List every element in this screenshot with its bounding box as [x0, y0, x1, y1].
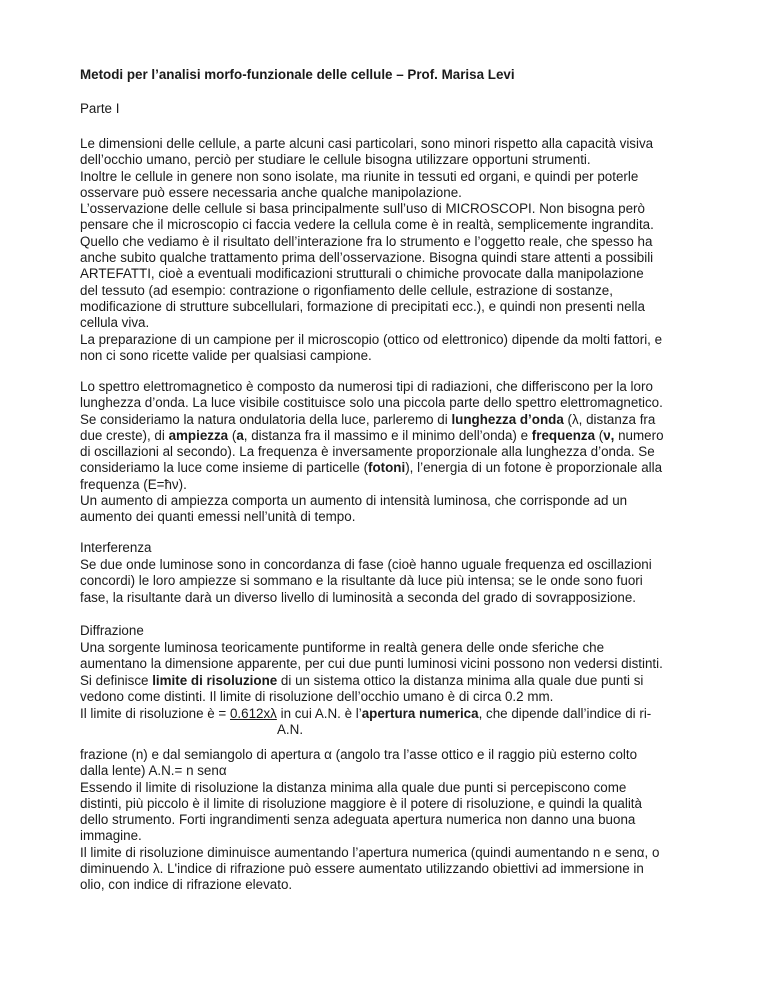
- intro-line: La preparazione di un campione per il microscopio (ottico od elettronico) dipende da molti fattori, e: [80, 331, 663, 347]
- interference-heading: Interferenza: [80, 540, 152, 555]
- intro-line: Quello che vediamo è il risultato dell’interazione fra lo strumento e l’oggetto reale, che spesso ha: [80, 233, 653, 249]
- term-frequency: frequenza: [531, 427, 596, 443]
- term-amplitude: ampiezza: [168, 427, 229, 443]
- intro-line: osservare può essere necessaria anche qualche manipolazione.: [80, 184, 462, 200]
- intro-line: cellula viva.: [80, 315, 150, 331]
- resolution-formula: Il limite di risoluzione è = 0.612xλ in cui A.N. è l’apertura numerica, che dipende dall’indice di ri-: [80, 706, 652, 721]
- intro-line: non ci sono ricette valide per qualsiasi campione.: [80, 347, 372, 363]
- document-title: Metodi per l’analisi morfo-funzionale delle cellule – Prof. Marisa Levi: [80, 67, 515, 82]
- intro-line: pensare che il microscopio ci faccia vedere la cellula come è in realtà, semplicemente ingrandita.: [80, 217, 654, 233]
- intro-line: modificazione di strutture subcellulari, formazione di precipitati ecc.), e quindi non presenti nella: [80, 298, 645, 314]
- intro-line: Le dimensioni delle cellule, a parte alcuni casi particolari, sono minori rispetto alla capacità visiva: [80, 136, 654, 151]
- term-numerical-aperture: apertura numerica: [361, 706, 479, 721]
- term-resolution-limit: limite di risoluzione: [152, 672, 278, 688]
- intro-line: dell’occhio umano, perciò per studiare le cellule bisogna utilizzare opportuni strumenti.: [80, 152, 591, 168]
- term-wavelength: lunghezza d’onda: [451, 411, 564, 427]
- intro-paragraph: [80, 136, 688, 364]
- formula-numerator: 0.612xλ: [229, 706, 277, 721]
- interference-paragraph: Se due onde luminose sono in concordanza di fase (cioè hanno uguale frequenza ed oscillazioni concordi) le loro ampiezze si sommano e la risultante dà luce più intensa; se le onde sono fuori fase, la risultante darà un diverso livello di luminosità a seconda del grado di sovrapposizione.: [80, 557, 652, 605]
- formula-denominator: A.N.: [277, 722, 304, 737]
- term-photons: fotoni: [368, 460, 406, 476]
- part-label: Parte I: [80, 101, 120, 116]
- diffraction-heading: Diffrazione: [80, 623, 144, 638]
- diffraction-paragraph-2: frazione (n) e dal semiangolo di apertura α (angolo tra l’asse ottico e il raggio più esterno colto dalla lente) A.N.= n senα Essendo il limite di risoluzione la distanza minima alla quale due punti si percepiscono come distinti, più piccolo è il limite di risoluzione maggiore è il potere di risoluzione, e quindi la qualità dello strumento. Forti ingrandimenti senza adeguata apertura numerica non danno una buona immagine. Il limite di risoluzione diminuisce aumentando l’apertura numerica (quindi aumentando n e senα, o diminuendo λ. L'indice di rifrazione può essere aumentato utilizzando obiettivi ad immersione in olio, con indice di rifrazione elevato.: [80, 747, 660, 893]
- intro-line: ARTEFATTI, cioè a eventuali modificazioni strutturali o chimiche provocate dalla manipolazione: [80, 266, 644, 282]
- intro-line: L’osservazione delle cellule si basa principalmente sull’uso di MICROSCOPI. Non bisogna però: [80, 201, 645, 217]
- diffraction-paragraph-1: Una sorgente luminosa teoricamente puntiforme in realtà genera delle onde sferiche che aumentano la dimensione apparente, per cui due punti luminosi vicini possono non vedersi distinti. Si definisce limite di risoluzione di un sistema ottico la distanza minima alla quale due punti si vedono come distinti. Il limite di risoluzione dell’occhio umano è di circa 0.2 mm.: [80, 640, 663, 704]
- intro-line: del tessuto (ad esempio: contrazione o rigonfiamento delle cellule, estrazione di sostanze,: [80, 282, 613, 298]
- spectrum-paragraph: Lo spettro elettromagnetico è composto da numerosi tipi di radiazioni, che differiscono per la loro lunghezza d’onda. La luce visibile costituisce solo una piccola parte dello spettro elettromagnetico. Se consideriamo la natura ondulatoria della luce, parleremo di lunghezza d’onda (λ, distanza fra due creste), di ampiezza (a, distanza fra il massimo e il minimo dell’onda) e frequenza (ν, numero di oscillazioni al secondo). La frequenza è inversamente proporzionale alla lunghezza d’onda. Se consideriamo la luce come insieme di particelle (fotoni), l’energia di un fotone è proporzionale alla frequenza (E=ħν). Un aumento di ampiezza comporta un aumento di intensità luminosa, che corrisponde ad un aumento dei quanti emessi nell’unità di tempo.: [80, 379, 664, 525]
- intro-line: Inoltre le cellule in genere non sono isolate, ma riunite in tessuti ed organi, e quindi per poterle: [80, 168, 639, 184]
- intro-line: anche subito qualche trattamento prima dell’osservazione. Bisogna quindi stare attenti a possibili: [80, 250, 654, 266]
